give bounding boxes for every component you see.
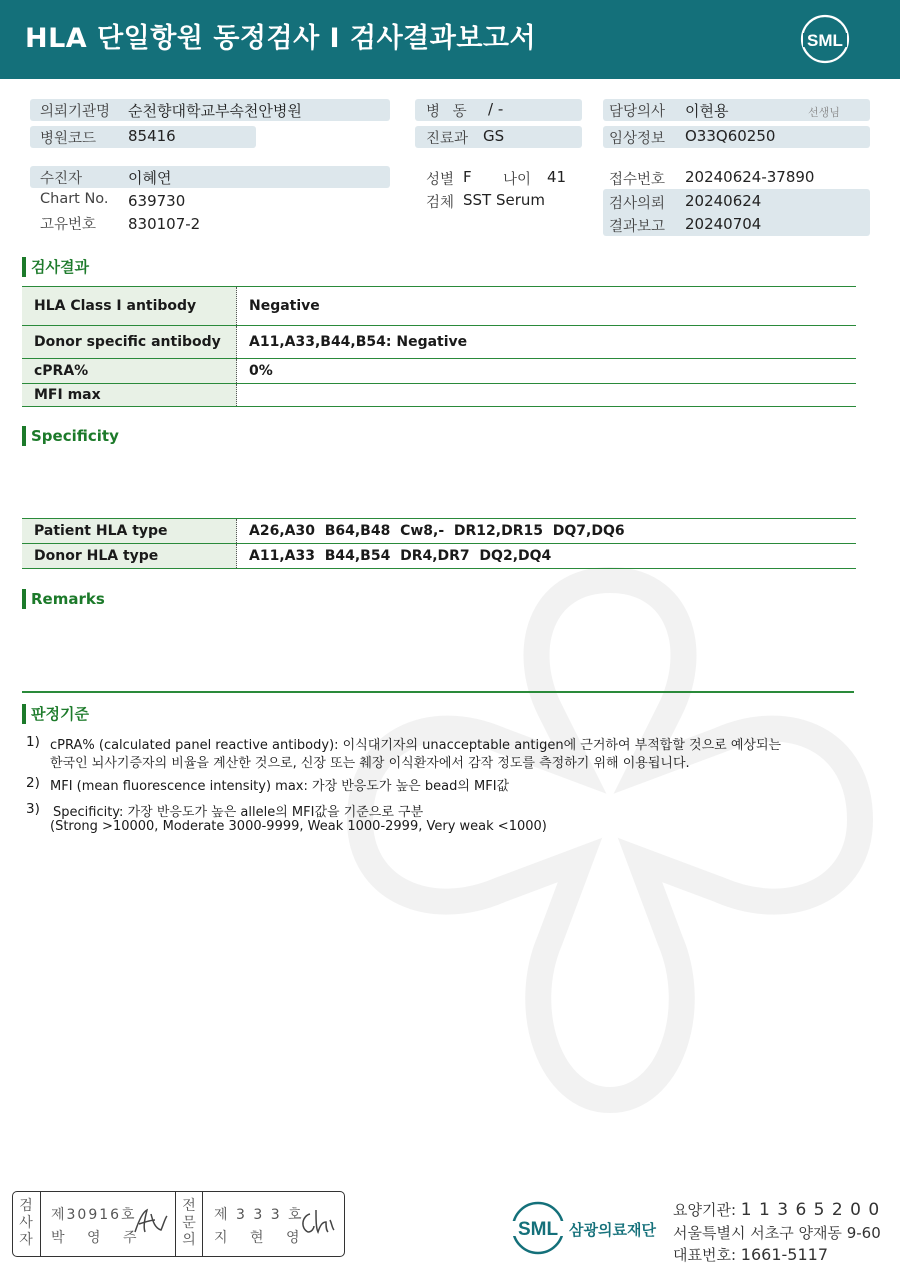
- signature-box: [12, 1191, 345, 1257]
- age-label: 나이: [503, 172, 532, 188]
- report-header: [0, 0, 900, 79]
- hla-type-value: A26,A30 B64,B48 Cw8,- DR12,DR15 DQ7,DQ6: [249, 523, 625, 539]
- examiner-title-cell: [13, 1192, 41, 1256]
- result-label: Donor specific antibody: [22, 326, 237, 358]
- specimen-value: SST Serum: [463, 191, 546, 209]
- table-row: [22, 359, 856, 384]
- criteria-section-title: 판정기준: [22, 703, 89, 725]
- specialist-title: 전문의: [182, 1198, 196, 1248]
- criteria-item-text: MFI (mean fluorescence intensity) max: 가장 반응도가 높은 bead의 MFI값: [50, 779, 510, 794]
- age-value: 41: [547, 168, 567, 186]
- clinical-label: 임상정보: [609, 131, 666, 147]
- patient-value: 이혜연: [128, 169, 172, 187]
- remarks-section-title: Remarks: [22, 588, 105, 610]
- clinical-value: O33Q60250: [685, 127, 776, 145]
- facility-code-label: 요양기관:: [673, 1201, 741, 1219]
- hospital-code-label: 병원코드: [40, 131, 97, 147]
- result-value: A11,A33,B44,B54: Negative: [249, 334, 468, 350]
- criteria-item-number: 3): [26, 801, 40, 817]
- receipt-value: 20240624-37890: [685, 168, 815, 186]
- results-table: [22, 286, 856, 407]
- results-section-title: 검사결과: [22, 256, 89, 278]
- result-label: cPRA%: [22, 359, 237, 383]
- table-row: [22, 519, 856, 544]
- criteria-item-number: 1): [26, 734, 40, 750]
- examiner-signature-icon: [131, 1206, 171, 1238]
- receipt-label: 접수번호: [609, 172, 666, 188]
- hla-type-label: Patient HLA type: [22, 519, 237, 543]
- doctor-label: 담당의사: [609, 104, 666, 120]
- examiner-license: 제30916호: [51, 1207, 137, 1223]
- chart-value: 639730: [128, 192, 186, 210]
- request-label: 검사의뢰: [609, 196, 666, 212]
- watermark-cross-icon: [340, 560, 880, 1120]
- dept-value: GS: [483, 127, 505, 145]
- ward-label: 병 동: [426, 104, 471, 120]
- table-row: [22, 544, 856, 569]
- specialist-license: 제 3 3 3 호: [214, 1207, 304, 1223]
- result-label: HLA Class I antibody: [22, 287, 237, 325]
- sml-logo-icon: [799, 13, 851, 65]
- remarks-divider: [22, 691, 854, 693]
- report-title: HLA 단일항원 동정검사 I 검사결과보고서: [25, 23, 537, 54]
- table-row: [22, 287, 856, 326]
- specialist-name: 지 현 영: [214, 1230, 309, 1246]
- table-row: [22, 384, 856, 407]
- report-value: 20240704: [685, 215, 762, 233]
- phone-label: 대표번호:: [673, 1246, 741, 1264]
- result-value: 0%: [249, 363, 273, 379]
- institution-value: 순천향대학교부속천안병원: [128, 102, 302, 120]
- examiner-title: 검사자: [19, 1198, 33, 1248]
- patient-label: 수진자: [40, 171, 83, 187]
- criteria-item-text: Specificity: 가장 반응도가 높은 allele의 MFI값을 기준으로 구분: [53, 805, 424, 820]
- dept-label: 진료과: [426, 131, 469, 147]
- sml-foundation-logo-icon: [510, 1200, 566, 1256]
- hospital-code-value: 85416: [128, 127, 176, 145]
- hla-type-table: [22, 518, 856, 569]
- criteria-item-text: (Strong >10000, Moderate 3000-9999, Weak 1000-2999, Very weak <1000): [50, 819, 547, 834]
- org-name: 삼광의료재단: [569, 1221, 656, 1239]
- doctor-suffix: 선생님: [808, 106, 840, 119]
- sex-value: F: [463, 168, 472, 186]
- institution-label: 의뢰기관명: [40, 104, 111, 120]
- result-label: MFI max: [22, 384, 237, 406]
- svg-text:SML: SML: [517, 1219, 559, 1240]
- sex-label: 성별: [426, 172, 455, 188]
- facility-code-value: 1 1 3 6 5 2 0 0: [740, 1200, 881, 1220]
- facility-code: [673, 1199, 880, 1220]
- table-row: [22, 326, 856, 359]
- specialist-signature-icon: [296, 1206, 336, 1238]
- hla-type-value: A11,A33 B44,B54 DR4,DR7 DQ2,DQ4: [249, 548, 552, 564]
- result-value: Negative: [249, 298, 320, 314]
- svg-text:SML: SML: [807, 31, 843, 50]
- report-label: 결과보고: [609, 219, 666, 235]
- hla-type-label: Donor HLA type: [22, 544, 237, 568]
- specialist-title-cell: [175, 1192, 203, 1256]
- criteria-item-text: cPRA% (calculated panel reactive antibody): 이식대기자의 unacceptable antigen에 근거하여 부적합할 것으로 예상되는: [50, 738, 782, 753]
- ward-value: / -: [488, 100, 504, 118]
- patient-row-bg: [30, 166, 390, 188]
- org-phone: [673, 1244, 828, 1265]
- unique-label: 고유번호: [40, 217, 97, 233]
- org-address: 서울특별시 서초구 양재동 9-60: [673, 1224, 881, 1242]
- criteria-item-text: 한국인 뇌사기증자의 비율을 계산한 것으로, 신장 또는 췌장 이식환자에서 감작 정도를 측정하기 위해 이용됩니다.: [50, 756, 690, 771]
- doctor-value: 이현용: [685, 102, 729, 120]
- examiner-name: 박 영 주: [51, 1230, 146, 1246]
- chart-label: Chart No.: [40, 191, 109, 207]
- criteria-item-number: 2): [26, 775, 40, 791]
- result-value: [237, 384, 856, 406]
- phone-value: 1661-5117: [740, 1245, 829, 1264]
- specificity-section-title: Specificity: [22, 425, 119, 447]
- specimen-label: 검체: [426, 195, 455, 211]
- unique-value: 830107-2: [128, 215, 201, 233]
- request-value: 20240624: [685, 192, 762, 210]
